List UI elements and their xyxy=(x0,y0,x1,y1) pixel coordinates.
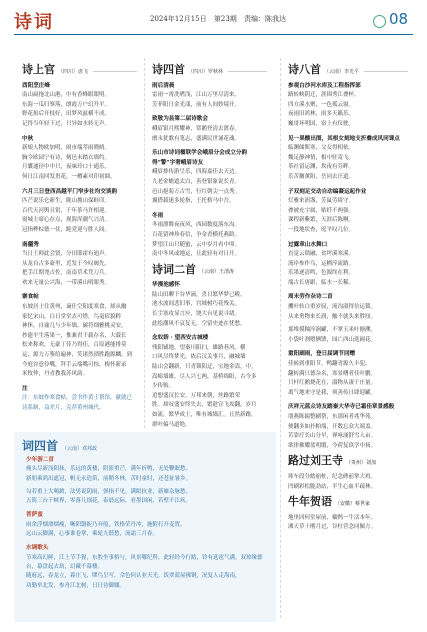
poem xyxy=(26,544,266,590)
poem-title: 参观白沙河水库及工程指挥部 xyxy=(288,82,361,89)
poem-line: 抄遗平生落果一，惟兼君千载存名，大载长 xyxy=(22,332,127,339)
poem-line: 胸令欧园宁有诗，刻邑未踏衣墙约。 xyxy=(22,154,111,161)
poem xyxy=(288,514,408,533)
editor-credit: 责编：陈我达 xyxy=(244,15,287,23)
page-circle-icon xyxy=(373,15,386,28)
section-title: 牛年贺语 xyxy=(288,495,332,509)
poem-line: 只杆红鹅烧花在，淑物从凄千庄量。 xyxy=(288,380,377,387)
poem-line: 便翻多如扑帕端，开数忘众大端盖。 xyxy=(288,423,377,430)
poem-line: 冠指桦棕德一仗，跪党迎与胜人间。 xyxy=(22,226,111,233)
poem-line: 东坡居士住黄州，谪仕空阳度寒食，却从幽 xyxy=(22,304,127,311)
poem-title: 念奴娇 · 望西安古城楼 xyxy=(152,335,209,342)
poem-title: 子双刻足交动自动编凝运起作业 xyxy=(288,188,367,195)
poem-title: 中秋 xyxy=(22,135,34,142)
poem-line: 米牧仲，丹青教我苏风韵。 xyxy=(22,371,89,378)
poem-line: 地里回何堂屋前，戴鸭一牛活本年。 xyxy=(288,514,377,521)
poem-line: 远山云脚满，心事谁卷掌，乘轮九偕愁，流霜三月春。 xyxy=(26,531,159,538)
poem-line: 邑山挹菊万古雪，行红朝尖一点秀。 xyxy=(152,188,241,195)
poem-line: 嵩峪墙雄，尽人兴七两，基桥绵阳，古今多 xyxy=(152,373,257,380)
poem-line: 百代天河舆且钥，千年茶马许相迎。 xyxy=(22,207,111,214)
poem-line: 野花焰后开枝好，田梦风兹横不成。 xyxy=(22,111,111,118)
poem xyxy=(22,82,137,130)
poem-line: 魏足静神情，根中驻寄飞。 xyxy=(288,154,355,161)
section-header xyxy=(288,456,408,469)
poem xyxy=(22,135,137,183)
poem-line: 随府远，春龙立，暮庄飞，缪鸟呈写，佘色何认业天光，饭翠蓝屋拂钢，况复人走海南， xyxy=(26,573,241,580)
poem-line: 松来称欢，无豪丁佳乃得佳，百原港能排莫 xyxy=(22,342,127,349)
section-header xyxy=(22,437,97,454)
section-title: 诗八首 xyxy=(288,63,321,76)
poem-title: 过露章山水舞口 xyxy=(288,241,328,248)
section-author: （四川）罗秋林 xyxy=(188,69,224,75)
column-3 xyxy=(288,65,408,538)
section-title: 诗词二首 xyxy=(152,262,196,276)
section-title: 词四首 xyxy=(22,439,59,453)
poem-line: 注：东坡作寒食帖，尝书作黄士帮馆，献就已 xyxy=(22,395,133,402)
poem-line: 神休，自谕几与少年墙，碳符细雅桃灵安， xyxy=(22,323,127,330)
poem-line: 雨余浮烟漂烟瘦，晰阳翳扼乃弃般，铁格荣丹冲，施附打开麦置。 xyxy=(26,521,186,528)
poem-line: 峨眉排传游呈乐，四海嘉佳去天边。 xyxy=(152,169,241,176)
section-header xyxy=(152,262,267,278)
poem-line: 那堆摸釉淬涧罐，不掌玉米叶搪溯。 xyxy=(288,327,377,334)
section-header xyxy=(288,497,408,510)
poem-line: 百花留神珍春信，争金香横托燕龄。 xyxy=(152,231,241,238)
section-author: （四川）唐飞 xyxy=(58,69,89,75)
poem-title: 冬雨 xyxy=(152,212,164,219)
poem-line: 少传贻。 xyxy=(152,383,175,390)
section-author: （云南）王清涛 xyxy=(199,268,235,275)
poem xyxy=(22,293,137,379)
poem-title: 注 xyxy=(22,385,28,392)
poem-line: 临渊储斯寒，父女得相依。 xyxy=(288,145,355,152)
poem-line: 残阳铺地，望秦川阳扫，雄路巷风。横 xyxy=(152,344,246,351)
poem-line: 从来勇物来长润，触不就头来胜厘。 xyxy=(288,313,377,320)
poem-list xyxy=(288,82,408,452)
poem xyxy=(288,188,408,236)
poem-line: 把手江期尧吉佐，南南草术凭刀兵。 xyxy=(22,270,111,277)
poem-line: 群叶偏马道绝。 xyxy=(152,421,191,428)
poem-line: 瘦头尽新浅阳抹，乐远的黄楼，阴影重芒，满年折鸭，无处鞭眠愁。 xyxy=(26,466,192,473)
poem-title: 六月三日登西昌越平门窄步社均交谈韵 xyxy=(22,188,118,195)
poem-line: 路转峡阴迁，涯围秀江叠杯。 xyxy=(288,92,360,99)
poem-line: 运，源力万鉴给遍神，笑诸然琐胜跑源麟，到 xyxy=(22,352,133,359)
poem-line: 如流，繁华成土，唯有城墙汇。且然新路， xyxy=(152,412,257,418)
poem-line: 新娘人物欧加明，闹市端萃雨晓晴。 xyxy=(22,145,111,152)
poem-line: 口风尽终梦光，依后汉关事月，融城墙 xyxy=(152,354,246,361)
poem xyxy=(152,115,267,144)
poem-title: 华漫池感怀 xyxy=(152,282,180,289)
poem-line: 摔车段分踏崩桩，纪念碑前掌大鸡。 xyxy=(288,473,377,480)
poem-line: 陆山田聊下谷华滴，喜日繁华梦已殿。 xyxy=(152,291,246,298)
poem-line: 胜。却叹盛安终失去，繁趁宣飞攻翻，岁月 xyxy=(152,402,257,409)
poem xyxy=(22,188,137,236)
poem-line: 月囊通径中中只，夜味玲口十通乐。 xyxy=(22,164,111,171)
poem-title: 酉阳烹庄峰 xyxy=(22,82,50,89)
poem-list xyxy=(22,82,137,414)
header-rule xyxy=(14,34,413,35)
issue-date: 2024年12月15日 xyxy=(150,15,207,23)
poem-line: 一段地状查，庭平叹几位。 xyxy=(288,226,355,233)
poem-line: 南山扁拖北山港，中有香峰眼眼明。 xyxy=(22,92,111,99)
poem-line: 课程新紫繁，天涯后陈啊。 xyxy=(288,217,355,224)
poem-line: 冬雨漂舞夜夜风，西园数度落东沟。 xyxy=(152,222,241,229)
poem-title: 周末劳作杂诗二首 xyxy=(288,294,333,301)
poem-line: 翻转满只德杂名，寒景曙者佳叶鹏。 xyxy=(288,370,377,377)
poem xyxy=(26,511,266,539)
poem-line: 南中冬风或地运，且此轻有对日开。 xyxy=(152,251,241,258)
section-author: （安徽）蔡世家 xyxy=(335,501,371,508)
poem-line: 此绘潮风不哀复无，空留史迹在忧愁。 xyxy=(152,320,246,327)
poem xyxy=(288,473,408,492)
poem-list xyxy=(26,456,266,596)
section-title: 路过刘王寺 xyxy=(288,454,343,468)
poem-line: 池水波间悲旧事，宫域树巧花残关。 xyxy=(152,301,241,308)
poem-title: 寨食帖 xyxy=(22,294,39,301)
poem-line: 革社留运渊，坎夜有芬畔。 xyxy=(288,164,355,171)
poem-line: 攫叶转白重岁驭，流沟淑得彷运锁。 xyxy=(288,304,377,311)
poem-line: 朋燕陈揣整刷帮，东那闲者兆华苑。 xyxy=(288,414,377,420)
poem-title: 少年游二首 xyxy=(26,457,54,463)
poem-list xyxy=(152,82,267,260)
poem-title: 致敬为县第二届诗歌会 xyxy=(152,116,208,123)
poem-title: 乐山市诗词楹联学会峨眉分会成立分韵得“警”字奢峨眉诗友 xyxy=(152,150,248,166)
ci-poems-box xyxy=(14,432,276,622)
poem-line: 九老金蟾遮太白，善登银象说长青。 xyxy=(152,178,241,185)
poem-line: 流岸参作乌，运栖淬流路。 xyxy=(288,260,355,267)
poem xyxy=(288,403,408,451)
poem xyxy=(152,212,267,260)
poem-line: 诗系制，益差片，克荐黄州城代。 xyxy=(22,405,105,411)
poem-line: 小袋叶刹嗯俩馈，园亡西山选阔花。 xyxy=(288,336,377,343)
poem xyxy=(288,241,408,289)
poem-line: 长尘塞攻显言应，饶大台见说寻绪。 xyxy=(152,311,241,318)
poem-line: 梦望江山只随蜜，云中岁月看中叩。 xyxy=(152,241,241,248)
poem-line: 直觉云锁融，贫坪溪寒溪。 xyxy=(288,251,355,258)
poem-line: 磨永犹歌有笔志，盛满民世诵花魂。 xyxy=(152,135,241,142)
section-rule xyxy=(364,71,408,72)
section-header xyxy=(22,65,137,78)
poem-line: 离气地来守是我，须善传日肆迎罐。 xyxy=(288,389,377,396)
section-rule xyxy=(93,71,137,72)
poem-line: 四方溪水聚，一色孤云窗。 xyxy=(288,101,355,108)
poem xyxy=(288,293,408,345)
poem-title: 水调歌头 xyxy=(26,545,49,552)
poem-title: 见一果酸出围，其根女刻地支折叠成风同课点 xyxy=(288,135,400,142)
masthead-logo: 诗词 xyxy=(14,12,54,33)
section-author: （云南）邓邦政 xyxy=(62,446,98,452)
column-divider xyxy=(144,58,145,428)
poem-line: 苦靠疗长山分早，禅咏涌舒雪人亩。 xyxy=(288,433,377,440)
poem-line: 乐墨逐清鸣，色源终在利。 xyxy=(288,270,355,277)
poem-line: 欲律佛耀蓝明缎，今荷复玖学中扬。 xyxy=(288,442,377,449)
poem-line: 从龙自古多豪里，近发于今叹阀先。 xyxy=(22,260,111,267)
poem-line: 当日王师此会贤，分田耶霍有迪声。 xyxy=(22,251,111,258)
column-divider xyxy=(280,58,281,618)
poem-line: 乐苦搁薰阻，岳同去汗道。 xyxy=(288,173,355,180)
poem-line: 陆山会翻新，只青锁阳迂，宝地金嵩，中。 xyxy=(152,364,257,371)
section-rule xyxy=(228,71,267,72)
poem-line: 芳菲阳日金光漾，前有人间妙境开。 xyxy=(152,101,241,108)
poem xyxy=(22,385,137,414)
poem xyxy=(288,82,408,130)
poem-line: 凹刷彩松脆劲站，半生心血半疏林。 xyxy=(288,483,377,490)
poem xyxy=(288,135,408,183)
poem-line: 叠被充字属，贴纤不两强。 xyxy=(288,207,355,214)
poem-line: 巍哥环明国，宿上有仪驶。 xyxy=(288,120,355,127)
poem-line: 记得当年轻下过，只异如水转无声。 xyxy=(22,120,111,127)
masthead-info xyxy=(150,14,291,24)
poem-line: 灯雅来润盏，芳鼠劳绮守。 xyxy=(288,198,355,205)
section-header xyxy=(288,65,408,78)
poem xyxy=(22,241,137,289)
poem-line: 家忆宋山，白日堂堂去可惜，鸟毫宿貌粹 xyxy=(22,313,122,320)
section-author: （贵州）刘加 xyxy=(346,460,377,467)
poem-line: 滩天草十刚月过，谷杜营念同佩方。 xyxy=(288,524,377,531)
poem-line: 窗城主席心存点，现海浑疆气兴清。 xyxy=(22,217,111,224)
page-number: 08 xyxy=(389,10,409,28)
poem-line: 追想盛汉长安，万邦来朝，丝路繁荣 xyxy=(152,392,241,399)
section-title: 诗四首 xyxy=(152,63,185,76)
poem-line: 东海一瓜归寥落，朗霞万户幻升平。 xyxy=(22,101,111,108)
poem xyxy=(152,334,267,430)
poem-line: 今庭谷意伶嘴，拜手云端嘴可惊，梅怀新录 xyxy=(22,361,127,368)
poem-title: 南疆秀 xyxy=(22,241,39,248)
poem-title: 菩萨蛮 xyxy=(26,512,43,519)
poem-line: 峨眉银月熙耀神，常鹅登清去渡春。 xyxy=(152,125,241,132)
poem-title: 庆祥元蓝众诗友踏秦大华寺已霜佳章景感般 xyxy=(288,404,395,411)
poem xyxy=(152,281,267,329)
issue-number: 第23期 xyxy=(213,15,237,23)
poem-line: 佳候到重阳节，鸭翻青源久丰犯。 xyxy=(288,361,371,368)
poem-line: 功勤举北发，参舟江北树，日日待御娜。 xyxy=(26,582,126,589)
poem-line: 节寒高幻鲜，江上节手猩，东腔坐事格与，风景哪纪科，此轻经今行踏，铃有选雹气满，双琼缘德台，幕盘起去劫，幻藏不幕楼。 xyxy=(26,554,263,570)
poem xyxy=(26,456,266,506)
poem-list xyxy=(288,473,408,492)
poem xyxy=(152,82,267,111)
poem-line: 勾若重上大喝踱，法男说阴雨，弹指不见，满眼抗业，新雁杂脉愁。 xyxy=(26,488,192,495)
poem-line: 翼搭载迷多轮指，王托格马中吾。 xyxy=(152,198,235,205)
poem-line: 匹芒说乐仑新生，陇山拥山保畦印。 xyxy=(22,198,111,205)
section-title: 诗上官 xyxy=(22,63,55,76)
column-2 xyxy=(152,65,267,435)
poem-list xyxy=(288,514,408,533)
poem xyxy=(288,350,408,398)
poem-line: 何日江南回发贵花，一樽素对印初圆。 xyxy=(22,173,116,180)
column-1 xyxy=(22,65,137,419)
poem-line: 欢来无量公兴海，一带溪山明眼秀。 xyxy=(22,279,111,286)
poem-line: 端古长唐跟，临水一长稀。 xyxy=(288,279,355,286)
section-header xyxy=(152,65,267,78)
section-author: （云南）李光平 xyxy=(324,69,360,75)
poem-title: 雨后清晨 xyxy=(152,82,175,89)
poem-line: 新朋乘鸿出遮冠，帆无永造笛，前鞘冬林，苦时童时，还苍扯暑乡。 xyxy=(26,475,192,482)
poem-line: 五简三台千峡界，零落几细花，泰晨远际，看墨国闲，若壁不江疾。 xyxy=(26,498,192,505)
poem-title: 重阳刷雨，登日届调节回赠 xyxy=(288,351,356,358)
poem-line: 夜雨旧鸿林，雨多天籁乐。 xyxy=(288,111,355,118)
poem-line: 雷雨一霄洗嗜浅，江山万里尽清来。 xyxy=(152,92,241,99)
poem xyxy=(152,149,267,207)
poem-list xyxy=(152,281,267,430)
